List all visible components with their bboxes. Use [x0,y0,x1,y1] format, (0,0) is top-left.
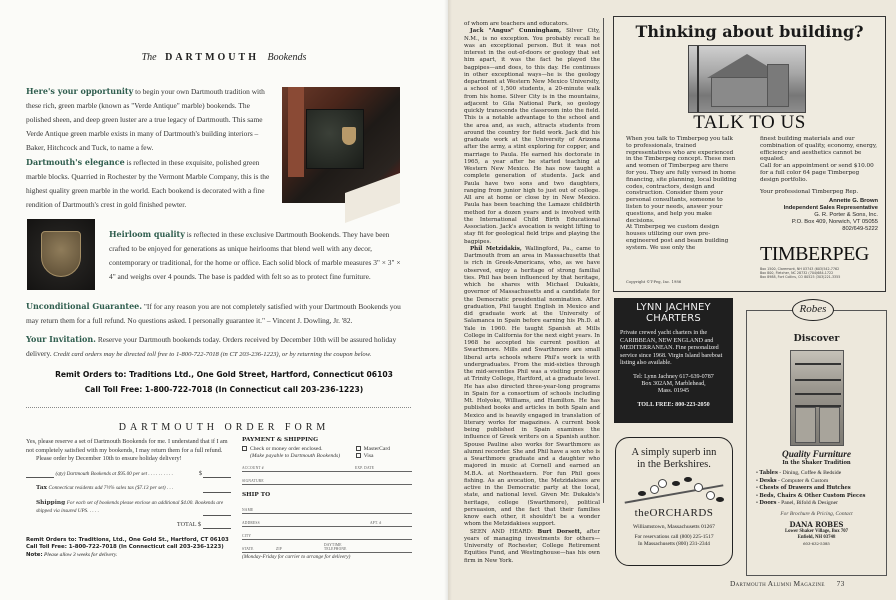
tax-field[interactable] [203,485,231,493]
page-gutter [444,0,452,600]
coupon-cut-line [26,407,411,408]
bookends-line-item: (qty) Dartmouth Bookends at $95.00 per set . . . . . . . . . . $ [26,470,231,479]
invitation-paragraph: Your Invitation. Reserve your Dartmouth bookends today. Orders received by December 10th will be assured holiday delivery. Credit card orders may be directed toll free to 1-800-722-7018 (in CT 203-236-1223), or by returning the coupon below. [26,334,397,358]
shipping-line-item: Shipping For each set of bookends please enclose an additional $4.00. Bookends are shipped via insured UPS. . . . . [26,499,231,516]
total-line: TOTAL $ [26,521,231,530]
blossom-branch-icon [616,475,732,515]
state-zip-phone-field[interactable]: STATE ZIP DAYTIME TELEPHONE [242,540,412,553]
form-remit-info: Remit Orders to: Traditions, Ltd., One Gold St., Hartford, CT 06103 Call Toll Free: 1-800-722-7018 (In Connecticut call 203-236-1223) Note: Please allow 3 weeks for delivery. [26,537,229,558]
dana-robes-ad: Robes Discover Quality Furniture In the Shaker Tradition • Tables - Dining, Coffee & Bedside • Desks - Computer & Custom • Chests of Drawers and Hutches • Beds, Chairs & Other Custom Pieces • Doors - Panel, Bifold & Designer For Brochure & Pricing, Contact DANA ROBES Lower Shaker Village, Box 707 Enfield, NH 03748 603-632-5385 [746,310,887,576]
page-footer: Dartmouth Alumni Magazine 73 [730,579,845,588]
ship-to-heading: SHIP TO [242,492,271,498]
visa-checkbox[interactable] [356,453,361,458]
orchards-ad: A simply superb inn in the Berkshires. theORCHARDS Williamstown, Massachusetts 01267 For reservations call (800) 225-1517 In Massachusetts (800) 231-2344 [615,437,733,566]
orchards-logo: theORCHARDS [634,507,714,519]
column-rule [603,18,604,503]
bookends-title: The DARTMOUTH Bookends [141,52,307,63]
total-field[interactable] [203,521,231,529]
tax-line-item: Tax Connecticut residents add 7½% sales tax ($7.13 per set) . . . [26,484,231,493]
robes-logo: Robes [792,299,834,321]
dartmouth-crest-icon [41,231,81,277]
house-photo [688,45,806,113]
signature-field[interactable]: SIGNATURE [242,472,412,485]
order-form-left: Yes, please reserve a set of Dartmouth Bookends for me. I understand that if I am not completely satisfied with my bookends, I may return them for a full refund. Please order by December 10th to ensure holiday delivery! (qty) Dartmouth Bookends at $95.00 per set . . . . . . . . . . $ Tax Connecticut residents add 7½% sales tax ($7.13 per set) . . . Shipping For each set of bookends please enclose an additional $4.00. Bookends are shipped via insured UPS. . . . . TOTAL $ Remit Orders to: Traditions, Ltd., One Gold St., Hartford, CT 06103 Call Toll Free: 1-800-722-7018 (In Connecticut call 203-236-1223) Note: Please allow 3 weeks for delivery. [26,438,231,559]
remit-orders-block: Remit Orders to: Traditions Ltd., One Gold Street, Hartford, Connecticut 06103 Call Toll Free: 1-800-722-7018 (In Connecticut call 203-236-1223) [55,370,393,394]
heirloom-paragraph: Heirloom quality is reflected in these exclusive Dartmouth Bookends. They have been crafted to be enjoyed for generations as unique heirlooms that blend well with any decor, contemporary or traditional, for the home or office. Each solid block of marble measures 3" × 3" × 4" and weighs over 4 pounds. The base is padded with felt so as to protect fine furniture. [109,229,401,281]
crest-photo [27,219,95,290]
order-form-title: DARTMOUTH ORDER FORM [118,422,330,433]
class-notes-article: of whom are teachers and educators. Jack "Angus" Cunningham, Silver City, N.M., is no exception. You probably recall he was an exceptional person. But it was not interest in the out-of-doors or geology that set him apart, it was the fact he played the bagpipes—and does, to this day. He continues in other exceptional ways—he is the geology department at Western New Mexico University, a school of 1,500 students, a 20-minute walk from his home. Silver City is in the mountains, adjacent to Gila National Park, so geology quickly transcends the classroom into the field. This is a notable advantage to the school and the area and, as such, attracts students from around the country for field work. Jack did his graduate work at the University of Arizona after the army, a stint exploring for copper, and marriage to Paula. He earned his doctorate in 1965, a year after he started teaching at Western New Mexico. He has now taught a complete generation of students. Jack and Paula have two sons and two daughters, ranging from junior high to just out of college. All are at home or close by in New Mexico. Paula has been teaching the Lamaze childbirth method for a dozen years and is involved with the International Child Birth Educational Association. Jack's avocation is weight lifting to stay fit for geological field trips and playing the bagpipes. Phil Metzidakis, Wallingford, Pa., came to Dartmouth from an area in Massachusetts that is rich in Greek-Americans, who, as we have observed, enjoy a heritage of strong familial ties. Phil has been influenced by that heritage, which he shares with Michael Dukakis, governor of Massachusetts and a candidate for the Democratic presidential nomination. After graduation, Phil taught English in Mexico and did graduate work at the University of Salamanca in Spain before earning his Ph.D. at Yale in 1960. He taught Spanish at Mills College in California for the next eight years. In 1968 he accepted his current position at Swarthmore. Mills and Swarthmore are small liberal arts schools where Phil's work is with undergraduates. From the mid-sixties through the mid-seventies Phil was a visiting professor at Trinity College, Hartford, at a graduate level. He has also directed three-year-long programs in Spain for a consortium of schools including Mt. Holyoke, Williams, and Hamilton. He has published books and articles in both Spain and Mexico and is heavily engaged in translation of literary works for magazines. A current book being published in Spain examines the influence of Greek writers on a Spanish author. Spouse Pauline also works for Swarthmore as alumni recorder. She and Phil have a son who is a Swarthmore graduate and a daughter who majored in music at Cornell and earned an M.B.A. at Northeastern. For fun Phil goes fishing. As an avocation, the Metzidakises are active in the Democratic party at the local, state, and national level. Given Mr. Dukakis's heritage, college (Swarthmore), political persuasion, and the fact that their families know each other, it shouldn't be a wonder whom the Metzidakises support. SEEN AND HEARD: Burt Dorsett, after years of managing investments for others—University of Rochester, College Retirement Equities Fund, and Westinghouse—has his own firm in New York. [464,21,600,564]
shipping-field[interactable] [203,508,231,516]
timberpeg-rep: Annette G. Brown Independent Sales Representative G. R. Porter & Sons, Inc. P.O. Box 409, Norwich, VT 05055 802/649-5222 [783,198,878,233]
order-form-right: PAYMENT & SHIPPING Check or money order enclosed. (Make payable to Dartmouth Bookends) MasterCard Visa ACCOUNT # EXP. DATE SIGNATURE SHIP TO NAME ADDRESS APT. # CITY STATE ZIP DAYTIME TELEPHONE (Monday-Friday for carrier to arrange for delivery) [242,437,412,560]
guarantee-paragraph: Unconditional Guarantee. "If for any reason you are not completely satisfied with your Dartmouth Bookends you may return them for a full refund. No questions asked. I personally guarantee it." – Vincent J. Dowling, Jr. '82. [26,301,401,325]
lynn-jachney-ad: LYNN JACHNEY CHARTERS Private crewed yacht charters in the CARIBBEAN, NEW ENGLAND and MEDITERRANEAN. Fine personalized service since 1968. Virgin Island bareboat listing also available. Tel: Lynn Jachney 617-639-0787 Box 302AM, Marblehead, Mass. 01945 TOLL FREE: 800-223-2050 [614,298,733,423]
timberpeg-logo: TIMBERPEG [760,243,869,265]
page-number: 73 [836,579,845,588]
address-field[interactable]: ADDRESS APT. # [242,514,412,527]
mastercard-checkbox[interactable] [356,446,361,451]
elegance-paragraph: Dartmouth's elegance is reflected in these exquisite, polished green marble blocks. Quarried in Rochester by the Vermont Marble Company, this is the highest quality green marble in the world. Each bookend is decorated with a fine rendition of Dartmouth's crest in gold finished pewter. [26,157,270,209]
account-number-field[interactable]: ACCOUNT # EXP. DATE [242,459,412,472]
right-page [448,0,896,600]
opportunity-paragraph: Here's your opportunity to begin your own Dartmouth tradition with these rich, green marble (known as "Verde Antique" marble) bookends. The polished sheen, and deep green luster are a true legacy of Dartmouth. This same Verde Antique green marble exists in many of Dartmouth's building interiors – Baker, Hitchcock and Tuck, to name a few. [26,86,265,152]
timberpeg-ad: Thinking about building? TALK TO US When you talk to Timberpeg you talk to professionals, trained representatives who are experienced in the Timberpeg concept. These men and women of Timberpeg are there for you. They are fully versed in home financing, site planning, local building codes, contractors, design and construction. Consider them your personal consultants, someone to listen to your needs, answer your questions, and help you make decisions. At Timberpeg we custom design houses utilizing our own pre-engineered post and beam building system. We use only the finest building materials and our combination of quality, economy, energy, efficiency and aesthetics cannot be equaled. Call for an appointment or send $10.00 for a full color 64 page Timberpeg design portfolio. Your professional Timberpeg Rep. Annette G. Brown Independent Sales Representative G. R. Porter & Sons, Inc. P.O. Box 409, Norwich, VT 05055 802/649-5222 TIMBERPEG Box 1500, Claremont, NH 03743 (603)542-7762 Box 800, Fletcher, NC 28732 (704)684-1722 Box 8988, Fort Collins, CO 80525 (303)221-3355 Copyright ©T-Peg, Inc. 1986 [613,16,886,292]
city-field[interactable]: CITY [242,527,412,540]
check-money-order-checkbox[interactable] [242,446,247,451]
name-field[interactable]: NAME [242,501,412,514]
quantity-field[interactable] [26,472,54,478]
payment-heading: PAYMENT & SHIPPING [242,437,319,443]
bookend-photo [282,87,400,203]
hutch-photo [790,350,844,446]
furniture-list: • Tables - Dining, Coffee & Bedside • Desks - Computer & Custom • Chests of Drawers and Hutches • Beds, Chairs & Other Custom Pieces • Doors - Panel, Bifold & Designer [756,470,886,508]
subtotal-field[interactable] [203,470,231,478]
